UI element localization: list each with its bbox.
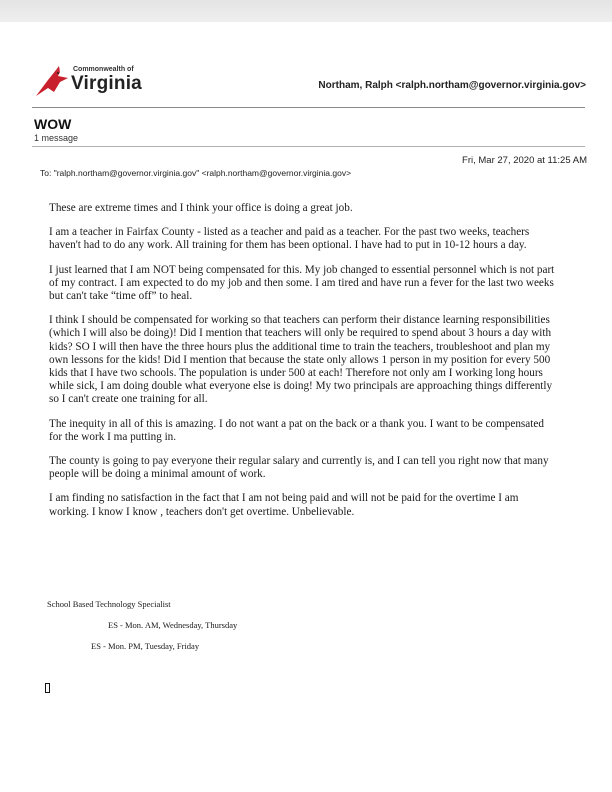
signature-title: School Based Technology Specialist — [47, 599, 171, 609]
email-recipient: To: "ralph.northam@governor.virginia.gov" <ralph.northam@governor.virginia.gov> — [40, 168, 352, 178]
body-paragraph: The inequity in all of this is amazing. I do not want a pat on the back or a thank you. I want to be compensated for the work I ma putting in. — [49, 417, 544, 443]
body-paragraph: The county is going to pay everyone their regular salary and currently is, and I can tell you right now that many people will be doing a minimal amount of work. — [49, 455, 549, 481]
body-paragraph: I am finding no satisfaction in the fact that I am not being paid and will not be paid for the overtime I am working. I know I know , teachers don't get overtime. Unbelievable. — [49, 492, 519, 518]
body-paragraph: I just learned that I am NOT being compensated for this. My job changed to essential personnel which is not part of my contract. I am expected to do my job and then some. I am tired and have run a fever for the last two weeks but can't take “time off” to heal. — [49, 263, 555, 303]
logo-line-2: Virginia — [71, 73, 142, 94]
cardinal-bird-icon — [34, 66, 70, 98]
scan-top-band — [0, 0, 612, 22]
empty-box-glyph-icon — [45, 683, 50, 693]
signature-schedule-2: ES - Mon. PM, Tuesday, Friday — [91, 641, 200, 651]
subject-divider — [32, 146, 585, 147]
sender-name: Northam, Ralph <ralph.northam@governor.virginia.gov> — [318, 80, 586, 91]
body-paragraph: I think I should be compensated for working so that teachers can perform their distance learning responsibilities (which I will also be doing)! Did I mention that teachers will only be required to spend about 3 hours a day with kids? SO I will then have the three hours plus the additional time to train the teachers, troubleshoot and plan my own lessons for the kids! Did I mention that because the state only allows 1 person in my position for every 500 kids that I have two schools. The population is under 500 at each! Therefore not only am I working long hours while sick, I am doing double what everyone else is doing! My two principals are approaching things differently so I can't create one training for all. — [49, 314, 553, 406]
virginia-logo — [34, 62, 184, 102]
header-divider — [32, 107, 585, 108]
body-paragraph: I am a teacher in Fairfax County - listed as a teacher and paid as a teacher. For the past two weeks, teachers haven't had to do any work. All training for them has been optional. I have had to put in 10-12 hours a day. — [49, 226, 530, 252]
body-paragraph: These are extreme times and I think your office is doing a great job. — [49, 202, 353, 214]
email-date: Fri, Mar 27, 2020 at 11:25 AM — [462, 155, 587, 166]
email-body — [49, 202, 558, 530]
email-subject: WOW — [34, 116, 72, 132]
logo-line-1: Commonwealth of — [73, 66, 134, 73]
message-count: 1 message — [34, 133, 79, 143]
signature-schedule-1: ES - Mon. AM, Wednesday, Thursday — [108, 620, 238, 630]
